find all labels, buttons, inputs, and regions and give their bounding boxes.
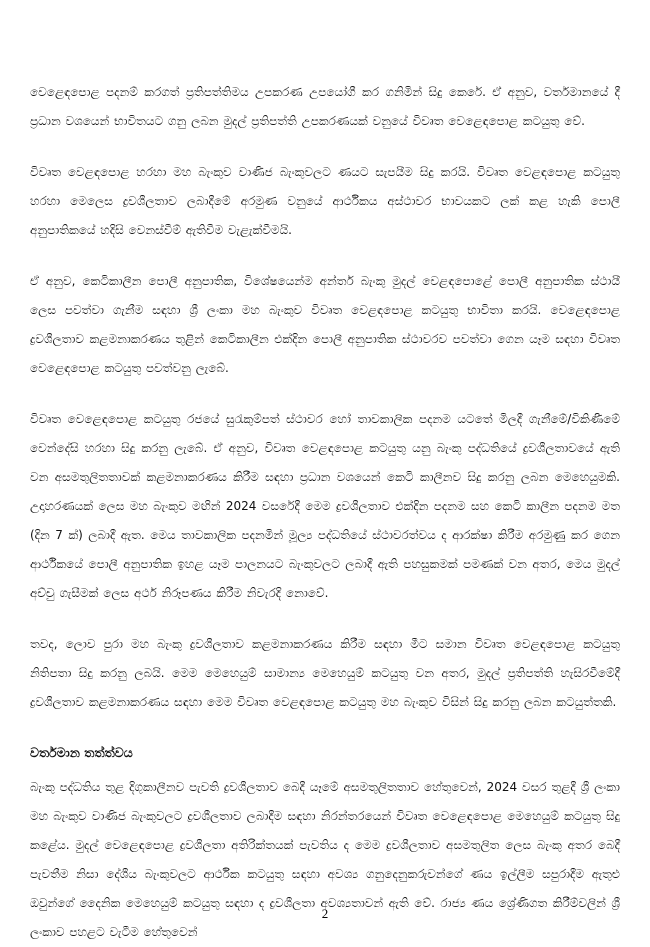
- paragraph-liquidity-provision: විවෘත වෙළඳපොළ හරහා මහ බැංකුව වාණිජ බැංකුවලට ණයට සැපයීම සිදු කරයි. විවෘත වෙළඳපොළ කටයුතු හරහා මෙලෙස ද්‍රවශීලතාව ලබාදීමේ අරමුණ වනුයේ ආර්ථිකය අස්ථාවර භාවයකට ලක් කළ හැකි පොලී අනුපාතිකයේ හදිසි වෙනස්වීම් ඇතිවීම වැළැක්වීමයි.: [30, 165, 620, 237]
- paragraph-open-market-intro: වෙළෙඳපොළ පදනම් කරගත් ප්‍රතිපත්තිමය උපකරණ උපයෝගී කර ගනිමින් සිදු කෙරේ. ඒ අනුව, වර්තමානයේ දී ප්‍රධාන වශයෙන් භාවිතයට ගනු ලබන මුදල් ප්‍රතිපත්ති උපකරණයක් වනුයේ විවෘත වෙළෙඳපොළ කටයුතු වේ.: [30, 85, 620, 128]
- paragraph-auction-operations: විවෘත වෙළෙඳපොළ කටයුතු රජයේ සුරැකුම්පත් ස්ථාවර හෝ තාවකාලික පදනම යටතේ මිලදී ගැනීමේ/විකිණීමේ වෙන්දේසි හරහා සිදු කරනු ලැබේ. ඒ අනුව, විවෘත වෙළඳපොළ කටයුතු යනු බැංකු පද්ධතියේ ද්‍රවශීලතාවයේ ඇති වන අසමතුලිතතාවක් කළමනාකරණය කිරීම සඳහා ප්‍රධාන වශයෙන් කෙටි කාලීනව සිදු කරනු ලබන මෙහෙයුමකි. උදාහරණයක් ලෙස මහ බැංකුව මඟින් 2024 වසරේදී මෙම ද්‍රවශීලතාව එක්දින පදනම සහ කෙටි කාලීන පදනම මත (දින 7 ක්) ලබාදී ඇත. මෙය තාවකාලික පදනමින් මූල්‍ය පද්ධතියේ ස්ථාවරත්වය ද ආරක්ෂා කිරීම අරමුණු කර ගෙන ආර්ථිකයේ පොලී අනුපාතික ඉහළ යෑම පාලනයට බැංකුවලට ලබාදී ඇති පහසුකමක් පමණක් වන අතර, මෙය මුදල් අච්චු ගැසීමක් ලෙස අර්ථ නිරූපණය කිරීම නිවැරදි නොවේ.: [30, 412, 620, 600]
- section-heading-current-status: වර්තමාන තත්ත්වය: [30, 745, 133, 760]
- paragraph-interest-rate-stability: ඒ අනුව, කෙටිකාලීන පොලී අනුපාතික, විශේෂයෙන්ම අන්තර් බැංකු මුදල් වෙළඳපොළේ පොලී අනුපාතික ස්ථායී ලෙස පවත්වා ගැනීම සඳහා ශ්‍රී ලංකා මහ බැංකුව විවෘත වෙළඳපොළ කටයුතු භාවිතා කරයි. වෙළෙඳපොළ ද්‍රවශීලතාව කළමනාකරණය තුළින් කෙටිකාලීන එක්දින පොලී අනුපාතික ස්ථාවරව පවත්වා ගෙන යෑම සඳහා විවෘත වෙළෙඳපොළ කටයුතු පවත්වනු ලැබේ.: [30, 274, 620, 375]
- paragraph-current-status: බැංකු පද්ධතිය තුළ දිගුකාලීනව පැවති ද්‍රවශීලතාව බෙදී යෑමේ අසමතුලිතතාව හේතුවෙන්, 2024 වසර තුළදී ශ්‍රී ලංකා මහ බැංකුව වාණිජ බැංකුවලට ද්‍රවශීලතාව ලබාදීම සඳහා නිරන්තරයෙන් විවෘත වෙළෙඳපොළ මෙහෙයුම් කටයුතු සිදු කළේය. මුදල් වෙළෙඳපොළ ද්‍රවශීලතා අතිරික්තයක් පැවතිය ද මෙම ද්‍රවශීලතාව අසමතුලිත ලෙස බැංකු අතර බෙදී පැවතීම නිසා දේශීය බැංකුවලට ආර්ථික කටයුතු සඳහා අවශ්‍ය ගනුදෙනුකරුවන්ගේ ණය ඉල්ලීම සපුරාදීම ඇතුළු ඔවුන්ගේ දෛනික මෙහෙයුම් කටයුතු සඳහා ද ද්‍රවශීලතා අවශ්‍යතාවන් ඇති වේ. රාජ්‍ය ණය ශ්‍රේණිගත කිරීම්වලින් ශ්‍රී ලංකාව පහළට වැටීම හේතුවෙන්: [30, 780, 620, 939]
- paragraph-global-practice: තවද, ලොව පුරා මහ බැංකු ද්‍රවශීලතාව කළමනාකරණය කිරීම සඳහා මීට සමාන විවෘත වෙළඳපොළ කටයුතු නිතිපතා සිදු කරනු ලබයි. මෙම මෙහෙයුම් සාමාන්‍ය මෙහෙයුම් කටයුතු වන අතර, මුදල් ප්‍රතිපත්ති හැසිරවීමේදී ද්‍රවශීලතාව කළමනාකරණය සඳහා මෙම විවෘත වෙළඳපොළ කටයුතු මහ බැංකුව විසින් සිදු කරනු ලබන කටයුත්තකි.: [30, 637, 620, 709]
- page-number: 2: [321, 906, 329, 921]
